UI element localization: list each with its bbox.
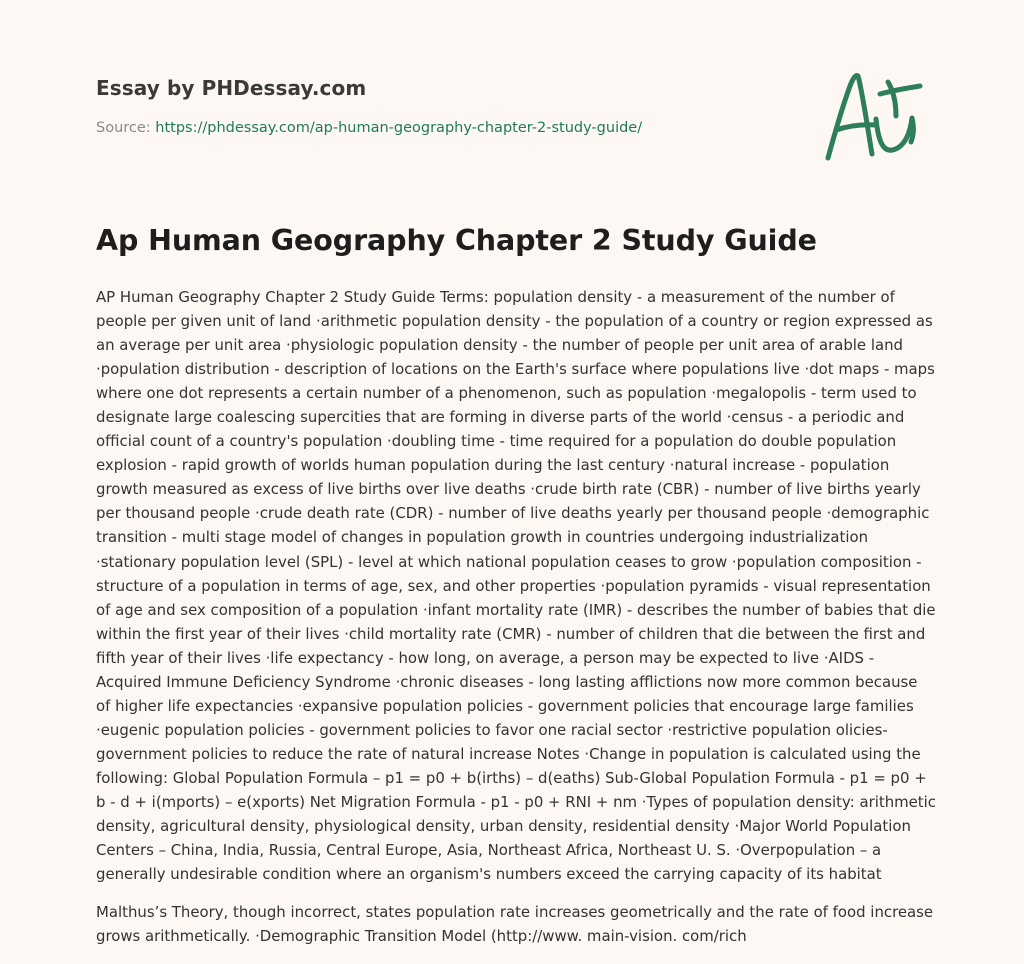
site-brand: Essay by PHDessay.com bbox=[96, 76, 367, 100]
source-link[interactable]: https://phdessay.com/ap-human-geography-chapter-2-study-guide/ bbox=[155, 120, 643, 136]
paragraph-1: AP Human Geography Chapter 2 Study Guide Terms: population density - a measurement of the number of people per given unit of land ·arithmetic population density - the population of a country or region expressed as an average per unit area ·physiologic population density - the number of people per unit area of arable land ·population distribution - description of locations on the Earth's surface where populations live ·dot maps - maps where one dot represents a certain number of a phenomenon, such as population ·megalopolis - term used to designate large coalescing supercities that are forming in diverse parts of the world ·census - a periodic and official count of a country's population ·doubling time - time required for a population do double population explosion - rapid growth of worlds human population during the last century ·natural increase - population growth measured as excess of live births over live deaths ·crude birth rate (CBR) - number of live births yearly per thousand people ·crude death rate (CDR) - number of live deaths yearly per thousand people ·demographic transition - multi stage model of changes in population growth in countries undergoing industrialization ·stationary population level (SPL) - level at which national population ceases to grow ·population composition - structure of a population in terms of age, sex, and other properties ·population pyramids - visual representation of age and sex composition of a population ·infant mortality rate (IMR) - describes the number of babies that die within the first year of their lives ·child mortality rate (CMR) - number of children that die between the first and fifth year of their lives ·life expectancy - how long, on average, a person may be expected to live ·AIDS - Acquired Immune Deficiency Syndrome ·chronic diseases - long lasting afflictions now more common because of higher life expectancies ·expansive population policies - government policies that encourage large families ·eugenic population policies - government policies to favor one racial sector ·restrictive population olicies- government policies to reduce the rate of natural increase Notes ·Change in population is calculated using the following: Global Population Formula – p1 = p0 + b(irths) – d(eaths) Sub-Global Population Formula - p1 = p0 + b - d + i(mports) – e(xports) Net Migration Formula - p1 - p0 + RNI + nm ·Types of population density: arithmetic density, agricultural density, physiological density, urban density, residential density ·Major World Population Centers – China, India, Russia, Central Europe, Asia, Northeast Africa, Northeast U. S. ·Overpopulation – a generally undesirable condition where an organism's numbers exceed the carrying capacity of its habitat bbox=[96, 288, 936, 884]
article-title: Ap Human Geography Chapter 2 Study Guide bbox=[96, 224, 817, 257]
page-header bbox=[96, 76, 796, 136]
source-label: Source: bbox=[96, 120, 156, 136]
paragraph-2: Malthus’s Theory, though incorrect, states population rate increases geometrically and the rate of food increase grows arithmetically. ·Demographic Transition Model (http://www. main-vision. com/rich bbox=[96, 903, 934, 946]
a-plus-logo-icon bbox=[818, 64, 930, 168]
source-line bbox=[96, 120, 796, 136]
article-body bbox=[96, 285, 936, 962]
